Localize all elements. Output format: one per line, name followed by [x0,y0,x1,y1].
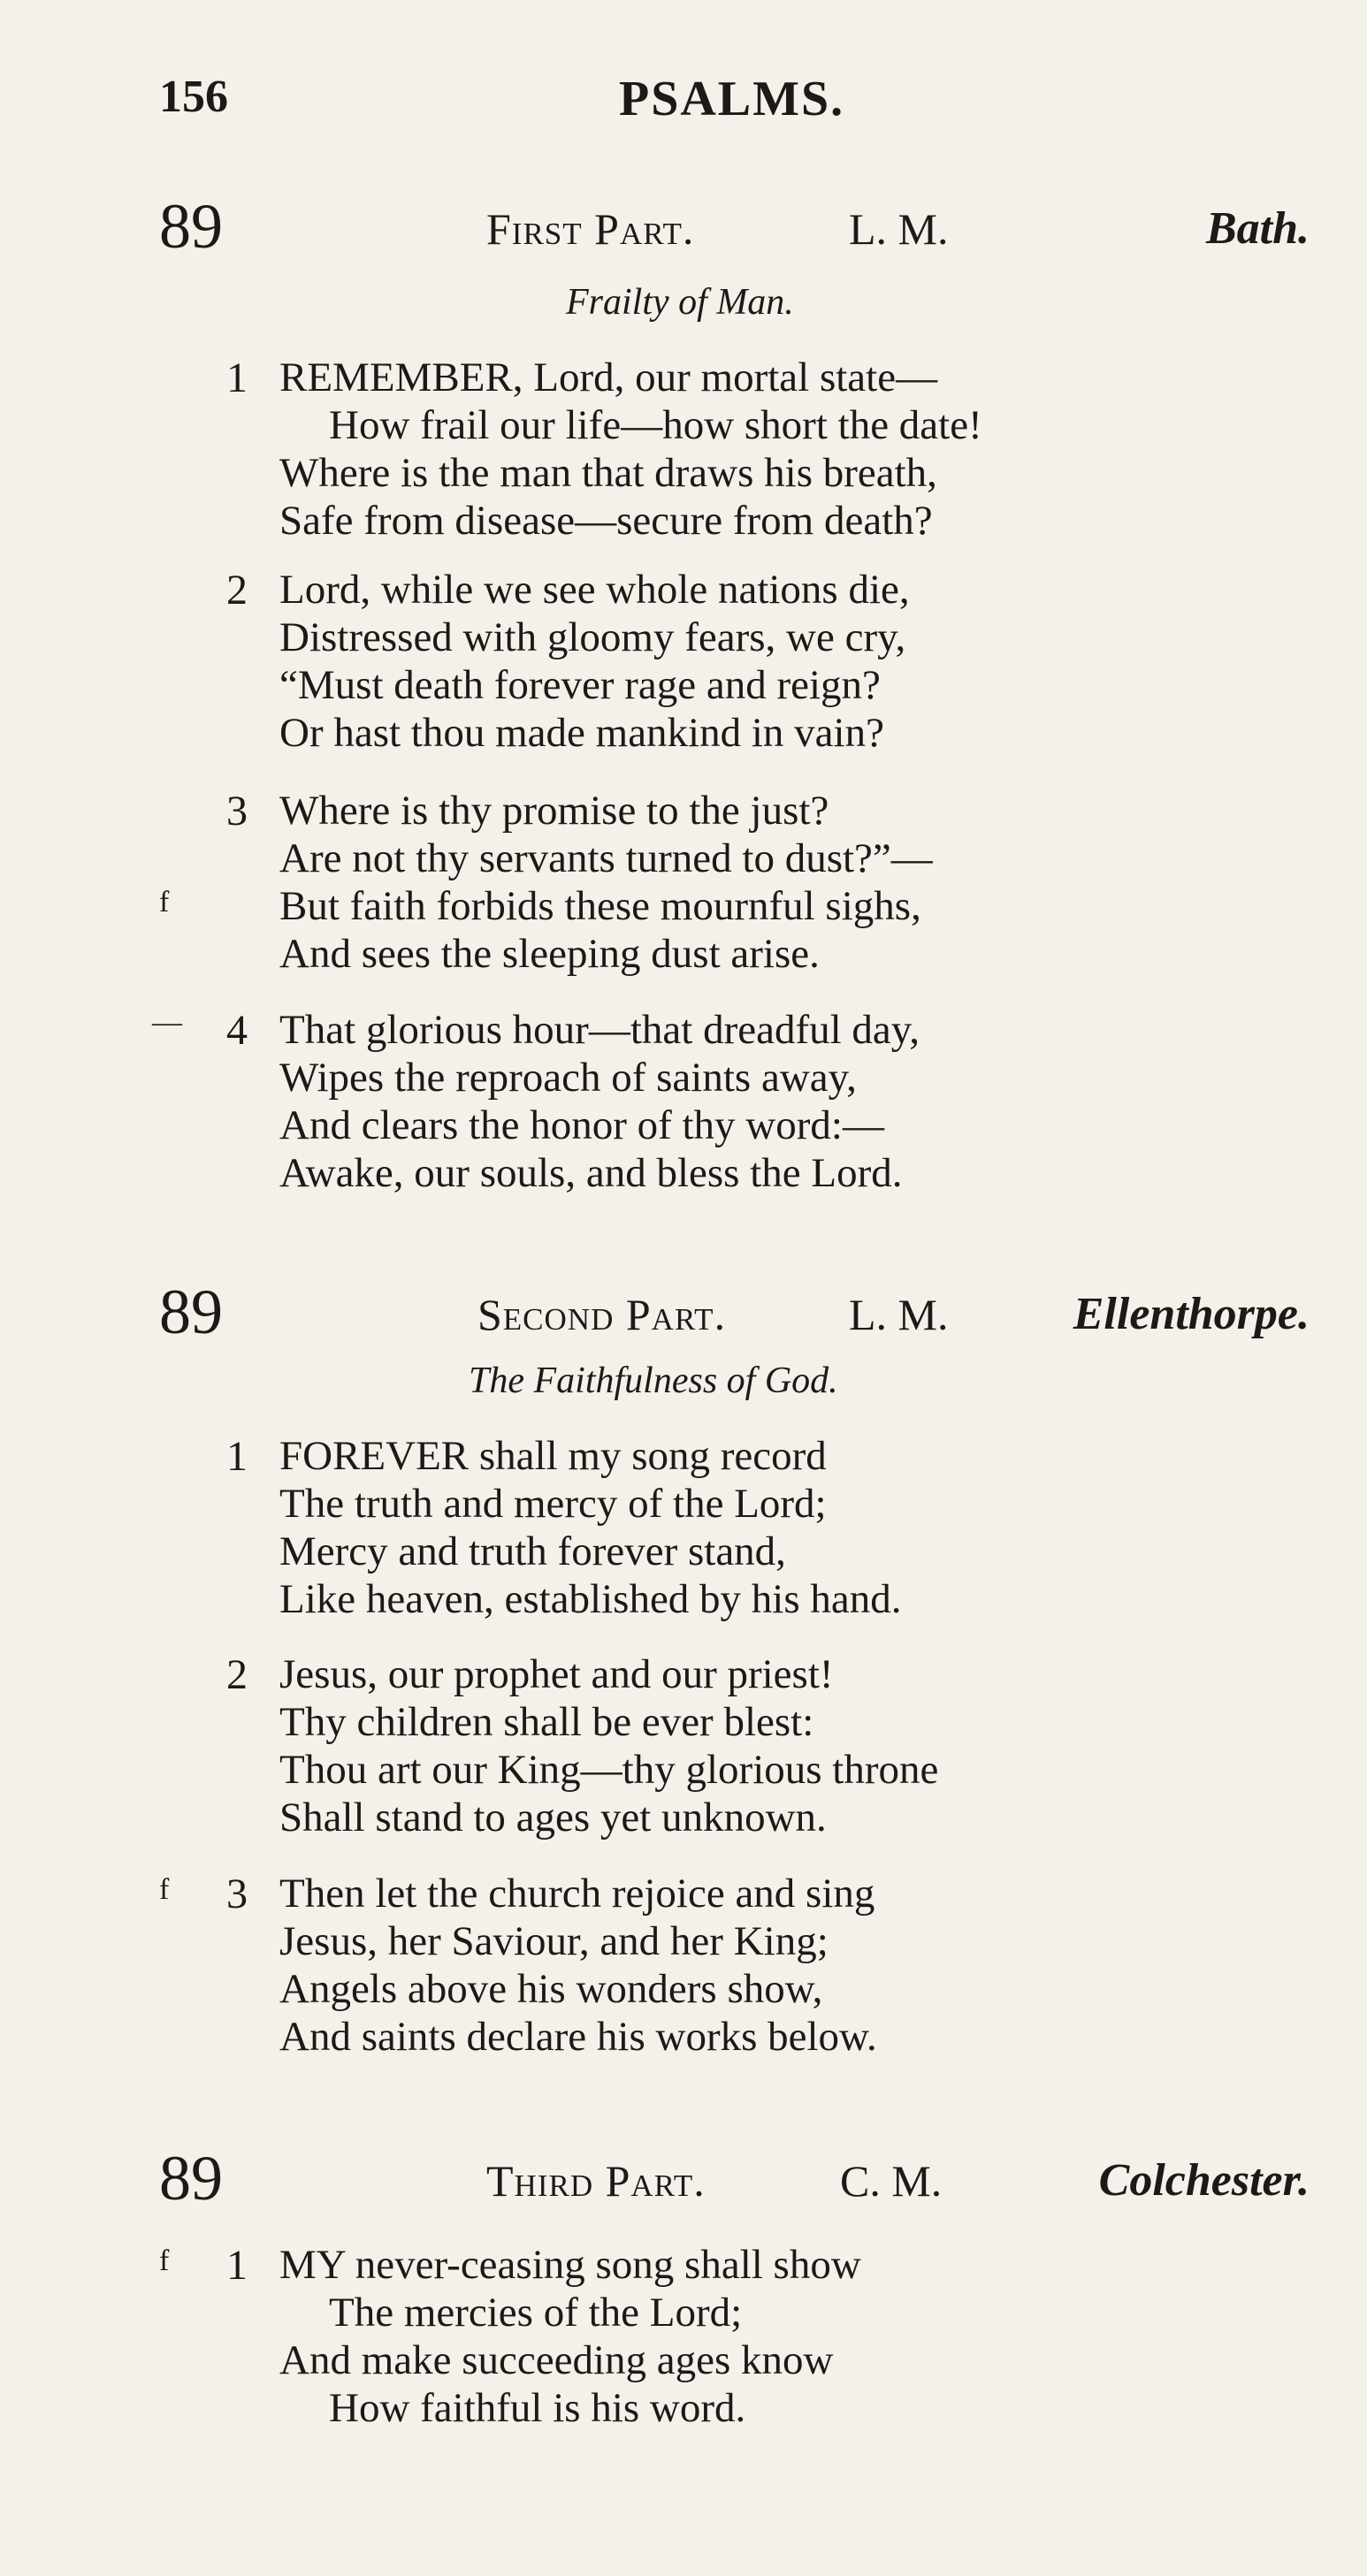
verse-line: Or hast thou made mankind in vain? [279,710,884,756]
stanza-number: 1 [226,354,248,401]
psalm-number: 89 [159,191,223,262]
verse-line: Are not thy servants turned to dust?”— [279,835,933,881]
part-label: Second Part. [477,1290,727,1339]
stanza-lines [279,354,982,545]
tune-name: Colchester. [1098,2155,1310,2206]
dynamic-mark: — [152,1006,182,1039]
verse-line: Angels above his wonders show, [279,1966,823,2012]
stanza-lines [279,1870,877,2061]
psalm-header-third-part [159,2139,1310,2214]
running-head [159,71,1310,133]
verse-line: Safe from disease—secure from death? [279,498,933,544]
part-label: First Part. [486,204,695,254]
dynamic-mark: f [159,1873,170,1906]
verse-line: Jesus, her Saviour, and her King; [279,1918,829,1964]
verse-line: Wipes the reproach of saints away, [279,1055,857,1101]
hymn-subject: Frailty of Man. [566,282,794,323]
stanza-number: 2 [226,1651,248,1698]
verse-line: Where is the man that draws his breath, [279,450,937,496]
hymn-subject: The Faithfulness of God. [469,1360,838,1401]
verse-line: And saints declare his works below. [279,2014,877,2060]
verse-line: But faith forbids these mournful sighs, [279,883,921,929]
page-number: 156 [159,72,228,122]
psalm-number: 89 [159,2143,223,2214]
meter-label: L. M. [849,204,949,254]
verse-line: How faithful is his word. [329,2385,746,2431]
stanza-number: 2 [226,567,248,614]
stanza-lines [279,787,933,978]
psalm-header-second-part [159,1273,1310,1347]
stanza-lines [279,1006,920,1197]
verse-line: The truth and mercy of the Lord; [279,1481,827,1527]
stanza-number: 1 [226,1433,248,1480]
verse-line: Awake, our souls, and bless the Lord. [279,1150,903,1196]
book-title: PSALMS. [619,72,845,126]
meter-label: L. M. [849,1290,949,1339]
verse-line: MY never-ceasing song shall show [279,2242,861,2288]
verse-line: Mercy and truth forever stand, [279,1528,786,1574]
stanza-number: 3 [226,788,248,835]
verse-line: “Must death forever rage and reign? [279,662,881,708]
verse-line: Then let the church rejoice and sing [279,1871,875,1917]
verse-line: Distressed with gloomy fears, we cry, [279,614,906,660]
verse-line: That glorious hour—that dreadful day, [279,1007,920,1053]
part-label: Third Part. [486,2156,706,2206]
psalm-number: 89 [159,1277,223,1347]
stanza-number: 4 [226,1007,248,1054]
verse-line: The mercies of the Lord; [329,2290,743,2336]
meter-label: C. M. [840,2156,943,2206]
stanza-number: 3 [226,1871,248,1917]
psalm-header-first-part [159,187,1310,262]
verse-line: Lord, while we see whole nations die, [279,567,910,613]
stanza-number: 1 [226,2242,248,2289]
verse-line: And clears the honor of thy word:— [279,1102,884,1148]
verse-line: Jesus, our prophet and our priest! [279,1651,834,1697]
stanza-lines [279,1432,902,1623]
verse-line: REMEMBER, Lord, our mortal state— [279,354,938,400]
verse-line: And sees the sleeping dust arise. [279,931,820,977]
verse-line: Where is thy promise to the just? [279,788,829,834]
verse-line: Shall stand to ages yet unknown. [279,1795,827,1841]
verse-line: How frail our life—how short the date! [329,402,982,448]
verse-line: FOREVER shall my song record [279,1433,827,1479]
verse-line: Thou art our King—thy glorious throne [279,1747,939,1793]
stanza-lines [279,2241,861,2432]
tune-name: Ellenthorpe. [1073,1289,1310,1339]
dynamic-mark: f [159,886,170,918]
verse-line: And make succeeding ages know [279,2337,834,2383]
verse-line: Thy children shall be ever blest: [279,1699,814,1745]
stanza-lines [279,1650,938,1841]
tune-name: Bath. [1205,203,1310,254]
stanza-lines [279,566,910,757]
verse-line: Like heaven, established by his hand. [279,1576,902,1622]
dynamic-mark: f [159,2244,170,2277]
